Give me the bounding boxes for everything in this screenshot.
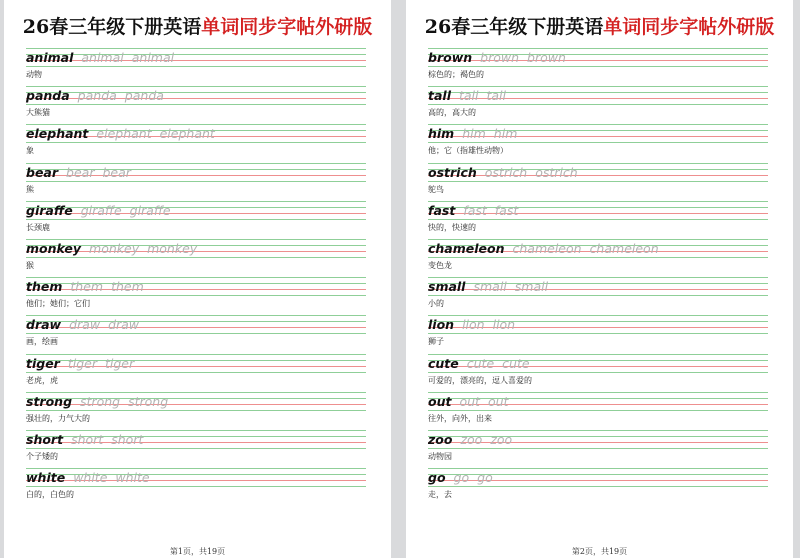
guide-line-green	[26, 486, 366, 487]
english-word: lion	[428, 317, 455, 333]
word-entry	[428, 430, 768, 468]
chinese-meaning: 熊	[26, 184, 34, 194]
tracing-word: cute	[502, 355, 530, 371]
guide-line-green	[26, 315, 366, 316]
word-row	[26, 50, 182, 66]
chinese-meaning: 鸵鸟	[428, 184, 444, 194]
guide-line-green	[428, 468, 768, 469]
word-row	[26, 470, 158, 486]
word-entry	[26, 239, 366, 277]
tracing-word: tiger	[67, 355, 97, 371]
english-word: small	[428, 279, 466, 295]
word-entry	[26, 468, 366, 506]
word-entry	[26, 354, 366, 392]
chinese-meaning: 狮子	[428, 337, 444, 347]
tracing-word: tall	[458, 88, 479, 104]
guide-line-green	[428, 124, 768, 125]
tracing-word: cute	[466, 355, 495, 371]
english-word: short	[26, 431, 64, 447]
english-word: zoo	[428, 431, 453, 447]
guide-line-green	[26, 410, 366, 411]
word-row	[428, 50, 574, 66]
tracing-word: zoo	[460, 431, 483, 447]
guide-line-green	[428, 142, 768, 143]
tracing-word: fast	[494, 202, 519, 218]
tracing-word: chameleon	[589, 240, 659, 256]
tracing-word: him	[493, 126, 518, 142]
english-word: cute	[428, 355, 459, 371]
word-row	[428, 356, 538, 372]
title-part-black: 26春三年级下册英语	[424, 16, 604, 38]
guide-line-green	[26, 201, 366, 202]
word-row	[428, 126, 525, 142]
tracing-word: them	[111, 279, 144, 295]
word-entry	[428, 392, 768, 430]
tracing-word: elephant	[159, 126, 215, 142]
chinese-meaning: 走，去	[428, 490, 452, 500]
chinese-meaning: 大熊猫	[26, 108, 50, 118]
word-row	[26, 165, 139, 181]
title-part-red: 单词同步字帖外研版	[201, 16, 373, 38]
tracing-word: brown	[527, 50, 566, 65]
worksheet-page-1	[4, 0, 391, 558]
tracing-word: animal	[81, 50, 124, 65]
chinese-meaning: 白的，白色的	[26, 490, 74, 500]
guide-line-green	[428, 486, 768, 487]
guide-line-green	[428, 372, 768, 373]
chinese-meaning: 画，绘画	[26, 337, 58, 347]
tracing-word: go	[453, 470, 470, 486]
english-word: him	[428, 126, 455, 142]
tracing-word: white	[115, 470, 150, 486]
english-word: elephant	[26, 126, 89, 142]
guide-line-green	[428, 333, 768, 334]
tracing-word: strong	[128, 393, 169, 409]
word-row	[26, 241, 205, 257]
chinese-meaning: 个子矮的	[26, 451, 58, 461]
tracing-word: go	[477, 470, 493, 486]
chinese-meaning: 快的，快速的	[428, 222, 476, 232]
tracing-word: monkey	[89, 240, 140, 256]
english-word: brown	[428, 50, 473, 65]
english-word: ostrich	[428, 164, 477, 180]
chinese-meaning: 可爱的，漂亮的，逗人喜爱的	[428, 375, 532, 385]
chinese-meaning: 象	[26, 146, 34, 156]
page-footer: 第1页，共19页	[169, 547, 226, 556]
guide-line-green	[26, 104, 366, 105]
word-entry	[26, 163, 366, 201]
english-word: strong	[26, 393, 73, 409]
guide-line-green	[428, 430, 768, 431]
word-entry	[428, 277, 768, 315]
guide-line-green	[428, 239, 768, 240]
word-entry	[26, 392, 366, 430]
guide-line-green	[26, 181, 366, 182]
english-word: out	[428, 393, 452, 409]
word-entry	[428, 48, 768, 86]
guide-line-green	[26, 354, 366, 355]
guide-line-green	[26, 66, 366, 67]
guide-line-green	[26, 239, 366, 240]
guide-line-green	[428, 219, 768, 220]
tracing-word: lion	[492, 317, 516, 333]
english-word: draw	[26, 317, 62, 333]
english-word: animal	[26, 50, 74, 65]
chinese-meaning: 小的	[428, 299, 444, 309]
chinese-meaning: 强壮的，力气大的	[26, 413, 90, 423]
tracing-word: zoo	[490, 431, 513, 447]
guide-line-green	[428, 392, 768, 393]
word-row	[26, 356, 142, 372]
tracing-word: bear	[102, 164, 131, 180]
tracing-word: draw	[108, 317, 140, 333]
chinese-meaning: 往外，向外，出来	[428, 413, 492, 423]
tracing-word: giraffe	[80, 202, 122, 218]
chinese-meaning: 他们；她们；它们	[26, 299, 90, 309]
english-word: giraffe	[26, 202, 73, 218]
english-word: them	[26, 279, 63, 295]
guide-line-green	[26, 48, 366, 49]
guide-line-green	[428, 181, 768, 182]
tracing-word: elephant	[96, 126, 152, 142]
guide-line-green	[428, 48, 768, 49]
guide-line-green	[26, 295, 366, 296]
guide-line-green	[428, 86, 768, 87]
chinese-meaning: 老虎，虎	[26, 375, 58, 385]
english-word: monkey	[26, 240, 82, 256]
word-entry	[26, 277, 366, 315]
word-entry	[428, 201, 768, 239]
word-row	[428, 317, 523, 333]
word-row	[428, 279, 556, 295]
word-entry	[26, 86, 366, 124]
guide-line-green	[26, 468, 366, 469]
chinese-meaning: 变色龙	[428, 260, 452, 270]
guide-line-green	[428, 66, 768, 67]
guide-line-green	[26, 163, 366, 164]
word-row	[428, 88, 514, 104]
page-title	[4, 14, 391, 40]
tracing-word: fast	[463, 202, 487, 218]
chinese-meaning: 猴	[26, 260, 34, 270]
word-row	[428, 394, 516, 410]
english-word: fast	[428, 202, 456, 218]
tracing-word: small	[514, 279, 549, 295]
word-row	[26, 126, 223, 142]
chinese-meaning: 动物	[26, 70, 42, 79]
guide-line-green	[428, 201, 768, 202]
guide-line-green	[428, 257, 768, 258]
title-part-black: 26春三年级下册英语	[22, 16, 202, 38]
word-entry	[26, 201, 366, 239]
word-list	[428, 48, 768, 506]
tracing-word: out	[487, 393, 509, 409]
tracing-word: out	[459, 393, 480, 409]
tracing-word: white	[73, 470, 108, 486]
tracing-word: draw	[69, 317, 101, 333]
tracing-word: panda	[124, 88, 164, 104]
word-entry	[428, 86, 768, 124]
tracing-word: them	[70, 279, 104, 295]
chinese-meaning: 长颈鹿	[26, 222, 50, 232]
tracing-word: strong	[80, 393, 121, 409]
tracing-word: tall	[486, 88, 507, 104]
guide-line-green	[428, 104, 768, 105]
english-word: panda	[26, 88, 70, 104]
guide-line-green	[26, 448, 366, 449]
guide-line-green	[26, 124, 366, 125]
word-entry	[26, 124, 366, 162]
english-word: chameleon	[428, 240, 505, 256]
guide-line-green	[26, 372, 366, 373]
word-row	[26, 317, 147, 333]
guide-line-green	[428, 354, 768, 355]
tracing-word: him	[462, 126, 486, 142]
tracing-word: monkey	[147, 240, 198, 256]
guide-line-green	[26, 86, 366, 87]
guide-line-green	[428, 295, 768, 296]
english-word: bear	[26, 164, 59, 180]
word-row	[26, 279, 152, 295]
word-entry	[428, 354, 768, 392]
guide-line-green	[26, 219, 366, 220]
tracing-word: short	[111, 431, 144, 447]
guide-line-green	[26, 257, 366, 258]
chinese-meaning: 棕色的；褐色的	[428, 70, 484, 79]
guide-line-green	[26, 142, 366, 143]
word-row	[428, 241, 667, 257]
word-list	[26, 48, 366, 506]
tracing-word: animal	[131, 50, 175, 65]
page-footer: 第2页，共19页	[571, 547, 628, 556]
guide-line-green	[26, 392, 366, 393]
tracing-word: ostrich	[484, 164, 528, 180]
word-row	[428, 432, 520, 448]
word-row	[26, 88, 172, 104]
word-entry	[26, 315, 366, 353]
guide-line-green	[26, 277, 366, 278]
guide-line-green	[26, 430, 366, 431]
tracing-word: panda	[77, 88, 117, 104]
word-row	[26, 432, 151, 448]
tracing-word: lion	[462, 317, 485, 333]
page-title	[406, 14, 793, 40]
tracing-word: bear	[66, 164, 95, 180]
word-row	[428, 203, 526, 219]
guide-line-green	[428, 163, 768, 164]
tracing-word: brown	[480, 50, 520, 65]
word-entry	[26, 48, 366, 86]
guide-line-green	[428, 448, 768, 449]
word-entry	[428, 124, 768, 162]
word-row	[26, 394, 176, 410]
word-entry	[428, 468, 768, 506]
tracing-word: giraffe	[129, 202, 171, 218]
chinese-meaning: 他；它（指雄性动物）	[428, 146, 508, 156]
chinese-meaning: 高的，高大的	[428, 108, 476, 118]
worksheet-page-2	[406, 0, 793, 558]
guide-line-green	[428, 410, 768, 411]
word-row	[428, 165, 586, 181]
tracing-word: short	[71, 431, 104, 447]
word-row	[26, 203, 179, 219]
tracing-word: tiger	[105, 355, 135, 371]
tracing-word: small	[473, 279, 507, 295]
word-entry	[428, 163, 768, 201]
guide-line-green	[428, 277, 768, 278]
guide-line-green	[428, 315, 768, 316]
word-entry	[26, 430, 366, 468]
title-part-red: 单词同步字帖外研版	[603, 16, 775, 38]
guide-line-green	[26, 333, 366, 334]
word-entry	[428, 315, 768, 353]
word-row	[428, 470, 501, 486]
english-word: white	[26, 470, 66, 486]
english-word: tall	[428, 88, 451, 104]
english-word: tiger	[26, 355, 60, 371]
tracing-word: chameleon	[512, 240, 582, 256]
tracing-word: ostrich	[535, 164, 578, 180]
english-word: go	[428, 470, 446, 486]
chinese-meaning: 动物园	[428, 451, 452, 461]
word-entry	[428, 239, 768, 277]
